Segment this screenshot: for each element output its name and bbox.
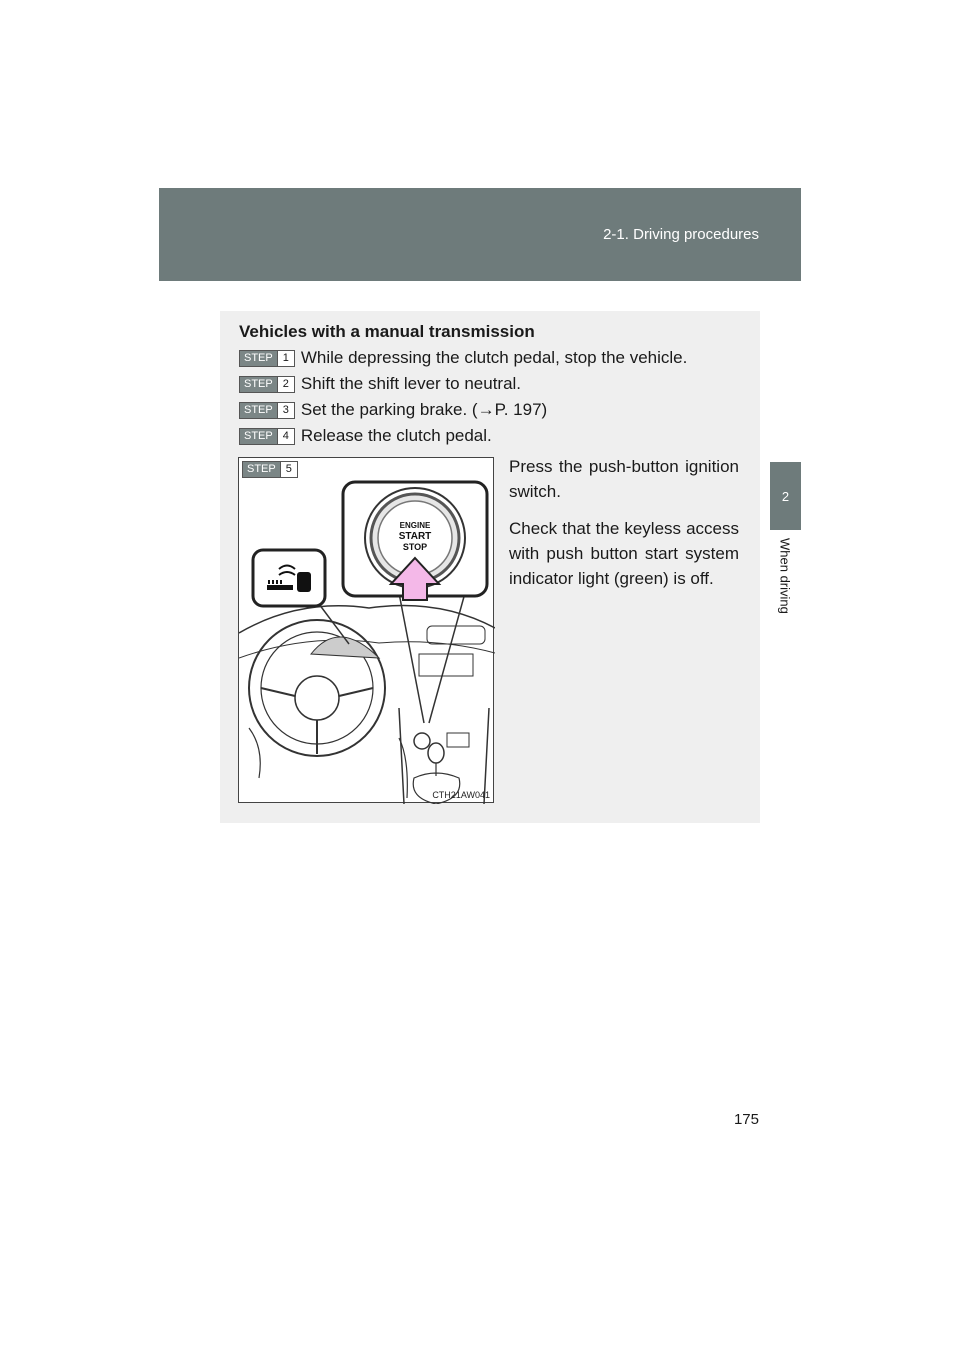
step-badge: STEP 2: [239, 376, 295, 393]
button-label-start: START: [398, 531, 432, 542]
figure-code: CTH21AW041: [432, 790, 490, 800]
page-number: 175: [733, 1111, 759, 1128]
procedure-box: [220, 311, 760, 823]
step-3: [239, 400, 547, 420]
ignition-figure: [238, 457, 494, 803]
header-band: [159, 188, 801, 281]
dashboard-illustration: [239, 458, 495, 804]
step-4: [239, 426, 492, 446]
button-label-stop: STOP: [402, 542, 428, 552]
step-2: [239, 374, 521, 394]
step-text: While depressing the clutch pedal, stop the vehicle.: [300, 348, 688, 367]
step-text: Shift the shift lever to neutral.: [300, 374, 522, 393]
step-badge: STEP 1: [239, 350, 295, 367]
step-badge: STEP 4: [239, 428, 295, 445]
step-1: [239, 348, 687, 368]
chapter-number: 2: [781, 488, 790, 504]
step-badge: STEP 3: [239, 402, 295, 419]
step-text: Release the clutch pedal.: [300, 426, 492, 445]
chapter-tab: [770, 462, 801, 530]
section-title: 2-1. Driving procedures: [603, 226, 759, 243]
step-5-paragraph-1: Press the push-button ignition switch.: [509, 457, 739, 501]
step-5-text: [509, 454, 739, 603]
button-label-engine: ENGINE: [399, 521, 431, 530]
step-5-paragraph-2: Check that the keyless access with push button start system indicator light (green) is off.: [509, 519, 739, 588]
step-text: Set the parking brake. (→P. 197): [300, 400, 548, 419]
key-bubble: [253, 550, 325, 606]
step-5-badge: STEP 5: [242, 461, 298, 478]
box-heading: Vehicles with a manual transmission: [239, 322, 535, 341]
chapter-label: When driving: [777, 538, 793, 614]
